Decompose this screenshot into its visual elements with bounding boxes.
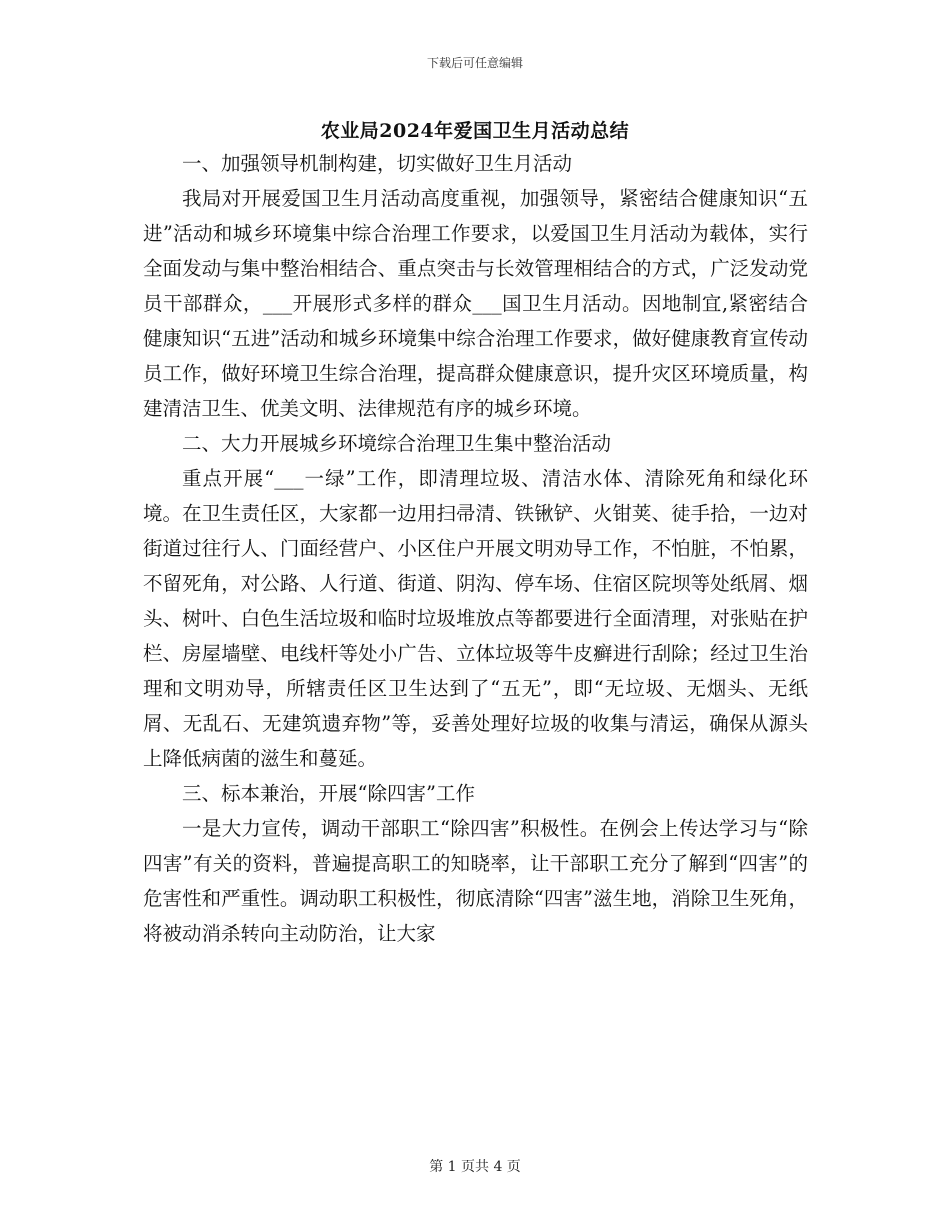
section-heading-1: 一、加强领导机制构建，切实做好卫生月活动 <box>182 152 573 175</box>
document-body <box>143 146 808 951</box>
page-number-footer: 第 1 页共 4 页 <box>429 1159 521 1175</box>
body-paragraph-3: 一是大力宣传，调动干部职工“除四害”积极性。在例会上传达学习与“除四害”有关的资料，普遍提高职工的知晓率，让干部职工充分了解到“四害”的危害性和严重性。调动职工积极性，彻底清除“四害”滋生地，消除卫生死角，将被动消杀转向主动防治，让大家 <box>143 817 808 945</box>
document-title: 农业局2024年爱国卫生月活动总结 <box>320 120 630 142</box>
section-heading-2: 二、大力开展城乡环境综合治理卫生集中整治活动 <box>182 432 612 455</box>
body-paragraph-1: 我局对开展爱国卫生月活动高度重视，加强领导，紧密结合健康知识“五进”活动和城乡环境集中综合治理工作要求，以爱国卫生月活动为载体，实行全面发动与集中整治相结合、重点突击与长效管理相结合的方式，广泛发动党员干部群众，___开展形式多样的群众___国卫生月活动。因地制宜,紧密结合健康知识“五进”活动和城乡环境集中综合治理工作要求，做好健康教育宣传动员工作，做好环境卫生综合治理，提高群众健康意识，提升灾区环境质量，构建清洁卫生、优美文明、法律规范有序的城乡环境。 <box>143 187 808 420</box>
section-heading-3: 三、标本兼治，开展“除四害”工作 <box>182 782 475 805</box>
header-note: 下载后可任意编辑 <box>426 56 523 70</box>
body-paragraph-2: 重点开展“___一绿”工作，即清理垃圾、清洁水体、清除死角和绿化环境。在卫生责任区，大家都一边用扫帚清、铁锹铲、火钳荚、徒手拾，一边对街道过往行人、门面经营户、小区住户开展文明劝导工作，不怕脏，不怕累，不留死角，对公路、人行道、街道、阴沟、停车场、住宿区院坝等处纸屑、烟头、树叶、白色生活垃圾和临时垃圾堆放点等都要进行全面清理，对张贴在护栏、房屋墙壁、电线杆等处小广告、立体垃圾等牛皮癣进行刮除；经过卫生治理和文明劝导，所辖责任区卫生达到了“五无”，即“无垃圾、无烟头、无纸屑、无乱石、无建筑遗弃物”等，妥善处理好垃圾的收集与清运，确保从源头上降低病菌的滋生和蔓延。 <box>143 467 808 770</box>
